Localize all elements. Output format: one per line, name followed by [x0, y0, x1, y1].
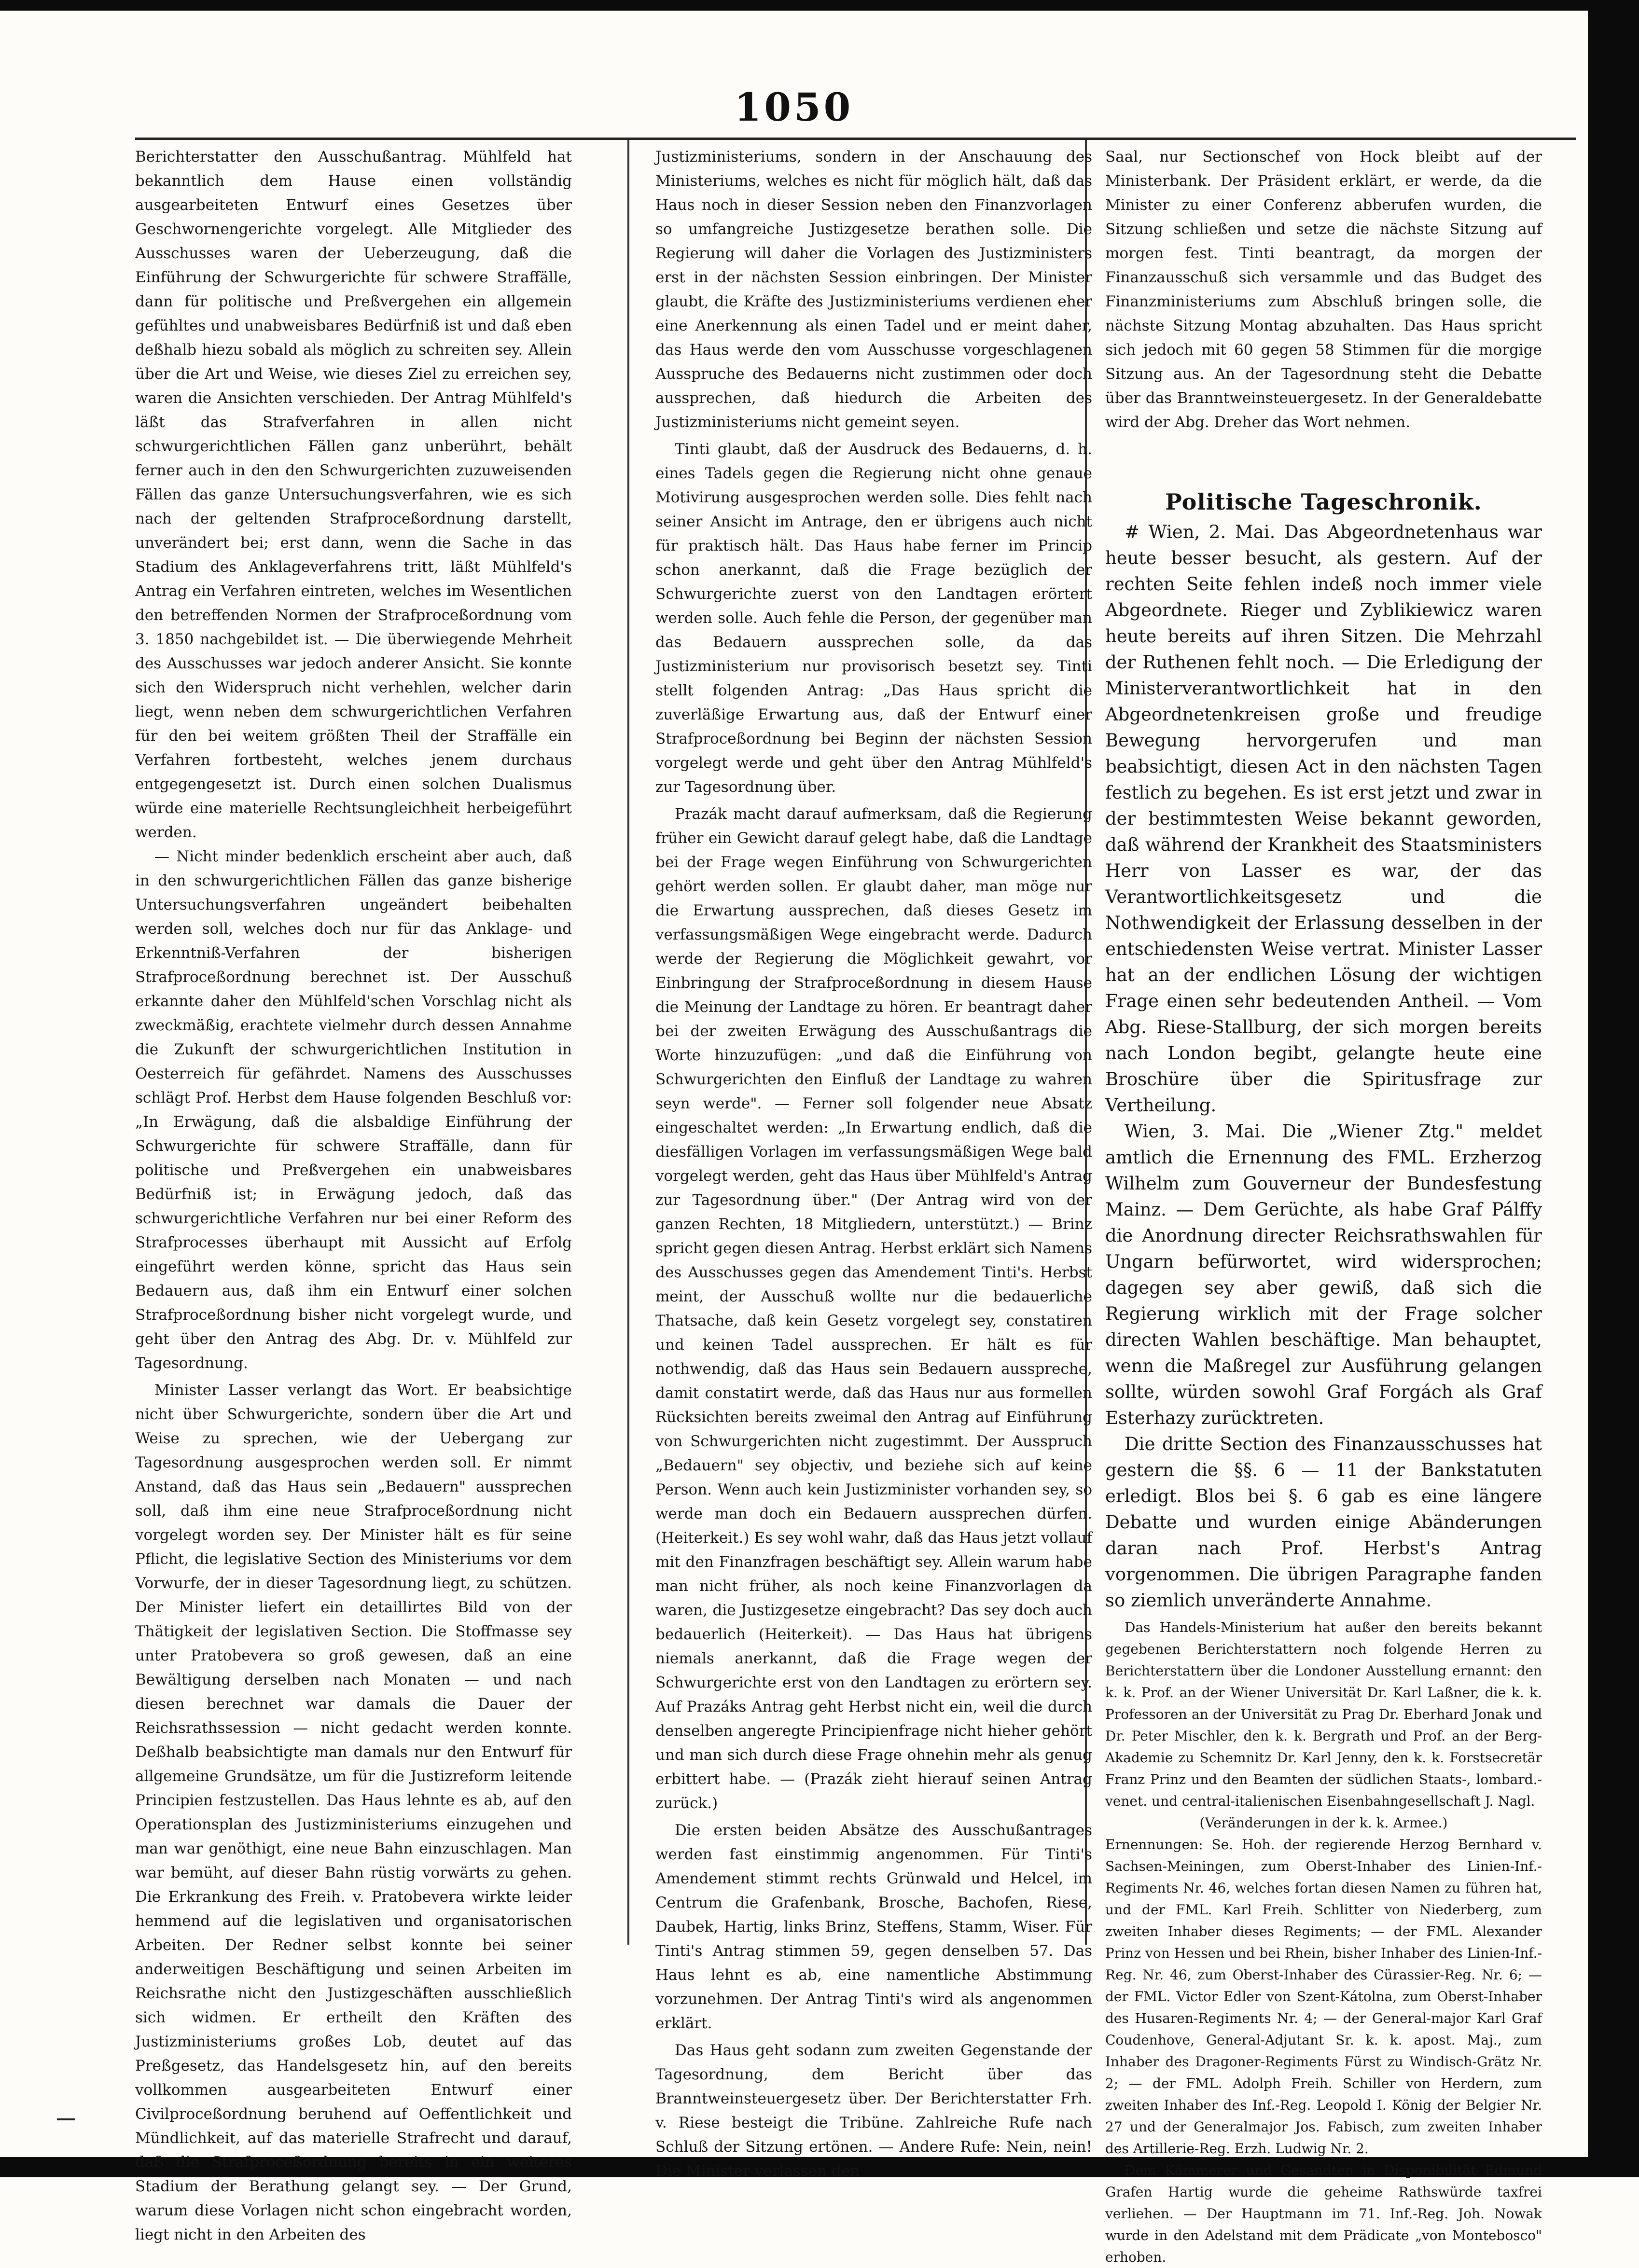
sub-heading: (Veränderungen in der k. k. Armee.) [1199, 1815, 1448, 1831]
scan-border-top [0, 0, 1639, 11]
paragraph: Die ersten beiden Absätze des Ausschußantrages werden fast einstimmig angenommen. Für Tinti's Amendement stimmt rechts Grünwald und Helcel, im Centrum die Grafenbank, Brosche, Bachofen, Riese, Daubek, Hartig, links Brinz, Steffens, Stamm, Wiser. Für Tinti's Antrag stimmen 59, gegen denselben 57. Das Haus lehnt es ab, eine namentliche Abstimmung vorzunehmen. Der Antrag Tinti's wird als angenommen erklärt. [655, 1822, 1092, 2032]
column-separator [627, 140, 629, 1945]
text-column-3 [1105, 145, 1542, 2265]
text-column-2 [655, 145, 1092, 2180]
paragraph: Prazák macht darauf aufmerksam, daß die Regierung früher ein Gewicht darauf gelegt habe, daß die Landtage bei der Frage wegen Einführung von Schwurgerichten gehört werden sollen. Er glaubt daher, man möge nur die Erwartung aussprechen, daß dieses Gesetz im verfassungsmäßigen Wege eingebracht werde. Dadurch werde der Regierung die Möglichkeit gewahrt, vor Einbringung der Strafproceßordnung in diesem Hause die Meinung der Landtage zu hören. Er beantragt daher bei der zweiten Erwägung des Ausschußantrags die Worte hinzuzufügen: „und daß die Einführung von Schwurgerichten den Einfluß der Landtage zu wahren seyn werde". — Ferner soll folgender neue Absatz eingeschaltet werden: „In Erwartung endlich, daß die diesfälligen Vorlagen im verfassungsmäßigen Wege bald vorgelegt werden, geht das Haus über Mühlfeld's Antrag zur Tagesordnung über." (Der Antrag wird von der ganzen Rechten, 18 Mitgliedern, unterstützt.) — Brinz spricht gegen diesen Antrag. Herbst erklärt sich Namens des Ausschusses gegen das Amendement Tinti's. Herbst meint, der Ausschuß wollte nur die bedauerliche Thatsache, daß kein Gesetz vorgelegt sey, constatiren und keinen Tadel aussprechen. Er hält es für nothwendig, daß das Haus sein Bedauern ausspreche, damit constatirt werde, daß das Haus nur aus formellen Rücksichten bereits zweimal den Antrag auf Einführung von Schwurgerichten nicht zugestimmt. Der Ausspruch „Bedauern" sey objectiv, und beziehe sich auf keine Person. Wenn auch kein Justizminister vorhanden sey, so werde man doch ein Bedauern aussprechen dürfen. (Heiterkeit.) Es sey wohl wahr, daß das Haus jetzt vollauf mit den Finanzfragen beschäftigt sey. Allein warum habe man nicht früher, als noch keine Finanzvorlagen da waren, die Justizgesetze eingebracht? Das sey doch auch bedauerlich (Heiterkeit). — Das Haus hat übrigens niemals anerkannt, daß die Frage wegen der Schwurgerichte erst von den Landtagen zu erörtern sey. Auf Prazáks Antrag geht Herbst nicht ein, weil die durch denselben angeregte Principienfrage nicht hieher gehört und man sich durch diese Frage ohnehin mehr als genug erbittert habe. — (Prazák zieht hierauf seinen Antrag zurück.) [655, 805, 1092, 1812]
text-column-1 [135, 145, 572, 2243]
paragraph: Ernennungen: Se. Hoh. der regierende Herzog Bernhard v. Sachsen-Meiningen, zum Oberst-Inhaber des Linien-Inf.-Regiments Nr. 46, welches fortan diesen Namen zu führen hat, und der FML. Karl Freih. Schlitter von Niederberg, zum zweiten Inhaber dieses Regiments; — der FML. Alexander Prinz von Hessen und bei Rhein, bisher Inhaber des Linien-Inf.-Reg. Nr. 46, zum Oberst-Inhaber des Cürassier-Reg. Nr. 6; — der FML. Victor Edler von Szent-Kátolna, zum Oberst-Inhaber des Husaren-Regiments Nr. 4; — der General-major Karl Graf Coudenhove, General-Adjutant Sr. k. k. apost. Maj., zum Inhaber des Dragoner-Regiments Fürst zu Windisch-Grätz Nr. 2; — der FML. Adolph Freih. Schiller von Herdern, zum zweiten Inhaber des Inf.-Reg. Leopold I. König der Belgier Nr. 27 und der Generalmajor Jos. Fabisch, zum zweiten Inhaber des Artillerie-Reg. Erzh. Ludwig Nr. 2. [1105, 1837, 1542, 2157]
margin-mark [57, 2118, 75, 2120]
paragraph: — Nicht minder bedenklich erscheint aber auch, daß in den schwurgerichtlichen Fällen das ganze bisherige Untersuchungsverfahren ungeändert beibehalten werden soll, welches doch nur für das Anklage- und Erkenntniß-Verfahren der bisherigen Strafproceßordnung berechnet ist. Der Ausschuß erkannte daher den Mühlfeld'schen Vorschlag nicht als zweckmäßig, erachtete vielmehr durch dessen Annahme die Zukunft der schwurgerichtlichen Institution in Oesterreich für gefährdet. Namens des Ausschusses schlägt Prof. Herbst dem Hause folgenden Beschluß vor: „In Erwägung, daß die alsbaldige Einführung der Schwurgerichte für schwere Straffälle, dann für politische und Preßvergehen ein unabweisbares Bedürfniß ist; in Erwägung jedoch, daß das schwurgerichtliche Verfahren nur bei einer Reform des Strafprocesses überhaupt mit Aussicht auf Erfolg eingeführt werden könne, spricht das Haus sein Bedauern aus, daß ihm ein Entwurf einer solchen Strafproceßordnung bisher nicht vorgelegt wurde, und geht über den Antrag des Abg. Dr. v. Mühlfeld zur Tagesordnung. [135, 848, 572, 1372]
section-title: Politische Tageschronik. [1165, 489, 1482, 515]
notices-block [1105, 1617, 1542, 2268]
paragraph: Dem Kämmerer und Gesandten in Disponibilität Edmund Grafen Hartig wurde die geheime Rathswürde taxfrei verliehen. — Der Hauptmann im 71. Inf.-Reg. Joh. Nowak wurde in den Adelstand mit dem Prädicate „von Montebosco" erhoben. [1105, 2162, 1542, 2265]
paragraph: Justizministeriums, sondern in der Anschauung des Ministeriums, welches es nicht für möglich hält, daß das Haus noch in dieser Session neben den Finanzvorlagen so umfangreiche Justizgesetze berathen solle. Die Regierung will daher die Vorlagen des Justizministers erst in der nächsten Session einbringen. Der Minister glaubt, die Kräfte des Justizministeriums verdienen eher eine Anerkennung als einen Tadel und er meint daher, das Haus werde den vom Ausschusse vorgeschlagenen Ausspruche des Bedauerns nicht zustimmen oder doch aussprechen, daß hiedurch die Arbeiten des Justizministeriums nicht gemeint seyen. [655, 148, 1092, 431]
page-number: 1050 [734, 84, 854, 130]
paragraph: Das Haus geht sodann zum zweiten Gegenstande der Tagesordnung, dem Bericht über das Branntweinsteuergesetz über. Der Berichterstatter Frh. v. Riese besteigt die Tribüne. Zahlreiche Rufe nach Schluß der Sitzung ertönen. — Andere Rufe: Nein, nein! Die Minister verlassen den [655, 2042, 1092, 2180]
chronicle-block [1105, 519, 1542, 1614]
paragraph: # Wien, 2. Mai. Das Abgeordnetenhaus war heute besser besucht, als gestern. Auf der rechten Seite fehlen indeß noch immer viele Abgeordnete. Rieger und Zyblikiewicz waren heute bereits auf ihren Sitzen. Die Mehrzahl der Ruthenen fehlt noch. — Die Erledigung der Ministerverantwortlichkeit hat in den Abgeordnetenkreisen große und freudige Bewegung hervorgerufen und man beabsichtigt, diesen Act in den nächsten Tagen festlich zu begehen. Es ist erst jetzt und zwar in der bestimmtesten Weise bekannt geworden, daß während der Krankheit des Staatsministers Herr von Lasser es war, der das Verantwortlichkeitsgesetz und die Nothwendigkeit der Erlassung desselben in der entschiedensten Weise vertrat. Minister Lasser hat an der endlichen Lösung der wichtigen Frage einen sehr bedeutenden Antheil. — Vom Abg. Riese-Stallburg, der sich morgen bereits nach London begibt, gelangte heute eine Broschüre über die Spiritusfrage zur Vertheilung. [1105, 522, 1542, 1116]
scan-border-right [1588, 0, 1639, 2177]
paragraph: Wien, 3. Mai. Die „Wiener Ztg." meldet amtlich die Ernennung des FML. Erzherzog Wilhelm zum Gouverneur der Bundesfestung Mainz. — Dem Gerüchte, als habe Graf Pálffy die Anordnung directer Reichsrathswahlen für Ungarn befürwortet, wird widersprochen; dagegen sey aber gewiß, daß sich die Regierung wirklich mit der Frage solcher directen Wahlen beschäftige. Man behauptet, wenn die Maßregel zur Ausführung gelangen sollte, würden sowohl Graf Forgách als Graf Esterhazy zurücktreten. [1105, 1121, 1542, 1428]
paragraph: Saal, nur Sectionschef von Hock bleibt auf der Ministerbank. Der Präsident erklärt, er werde, da die Minister zu einer Conferenz abberufen wurden, die Sitzung schließen und setze die nächste Sitzung auf morgen fest. Tinti beantragt, da morgen der Finanzausschuß sich versammle und das Budget des Finanzministeriums zum Abschluß bringen solle, die nächste Sitzung Montag abzuhalten. Das Haus spricht sich jedoch mit 60 gegen 58 Stimmen für die morgige Sitzung aus. An der Tagesordnung steht die Debatte über das Branntweinsteuergesetz. In der Generaldebatte wird der Abg. Dreher das Wort nehmen. [1105, 148, 1542, 431]
header-rule [135, 138, 1576, 140]
paragraph: Berichterstatter den Ausschußantrag. Mühlfeld hat bekanntlich dem Hause einen vollständig ausgearbeiteten Entwurf eines Gesetzes über Geschwornengerichte vorgelegt. Alle Mitglieder des Ausschusses waren der Ueberzeugung, daß die Einführung der Schwurgerichte für schwere Straffälle, dann für politische und Preßvergehen ein allgemein gefühltes und unabweisbares Bedürfniß ist und daß eben deßhalb hiezu sobald als möglich zu schreiten sey. Allein über die Art und Weise, wie dieses Ziel zu erreichen sey, waren die Ansichten verschieden. Der Antrag Mühlfeld's läßt das Strafverfahren in allen nicht schwurgerichtlichen Fällen ganz unberührt, behält ferner auch in den den Schwurgerichten zuzuweisenden Fällen das ganze Untersuchungsverfahren, wie es sich nach der geltenden Strafproceßordnung darstellt, unverändert bei; erst dann, wenn die Sache in das Stadium des Anklageverfahrens tritt, läßt Mühlfeld's Antrag ein Verfahren eintreten, welches im Wesentlichen den betreffenden Normen der Strafproceßordnung vom 3. 1850 nachgebildet ist. — Die überwiegende Mehrheit des Ausschusses war jedoch anderer Ansicht. Sie konnte sich den Widerspruch nicht verhehlen, welcher darin liegt, wenn neben dem schwurgerichtlichen Verfahren für den bei weitem größten Theil der Straffälle ein Verfahren fortbesteht, welches jenem durchaus entgegengesetzt ist. Durch einen solchen Dualismus würde eine materielle Rechtsungleichheit herbeigeführt werden. [135, 148, 572, 841]
paragraph: Das Handels-Ministerium hat außer den bereits bekannt gegebenen Berichterstattern noch folgende Herren zu Berichterstattern über die Londoner Ausstellung ernannt: den k. k. Prof. an der Wiener Universität Dr. Karl Laßner, die k. k. Professoren an der Universität zu Prag Dr. Eberhard Jonak und Dr. Peter Mischler, den k. k. Bergrath und Prof. an der Berg-Akademie zu Schemnitz Dr. Karl Jenny, den k. k. Forstsecretär Franz Prinz und den Beamten der südlichen Staats-, lombard.-venet. und central-italienischen Eisenbahngesellschaft J. Nagl. [1105, 1619, 1542, 1809]
paragraph: Tinti glaubt, daß der Ausdruck des Bedauerns, d. h. eines Tadels gegen die Regierung nicht ohne genaue Motivirung ausgesprochen werden solle. Dies fehlt nach seiner Ansicht im Antrage, den er übrigens auch nicht für praktisch hält. Das Haus habe ferner im Princip schon anerkannt, daß die Frage bezüglich der Schwurgerichte zuerst von den Landtagen erörtert werden solle. Auch fehle die Person, der gegenüber man das Bedauern aussprechen solle, da das Justizministerium nur provisorisch besetzt sey. Tinti stellt folgenden Antrag: „Das Haus spricht die zuverläßige Erwartung aus, daß der Entwurf einer Strafproceßordnung bei Beginn der nächsten Session vorgelegt werde und geht über den Antrag Mühlfeld's zur Tagesordnung über. [655, 441, 1092, 796]
paragraph: Minister Lasser verlangt das Wort. Er beabsichtige nicht über Schwurgerichte, sondern über die Art und Weise zu sprechen, wie der Uebergang zur Tagesordnung ausgesprochen werden soll. Er nimmt Anstand, daß das Haus sein „Bedauern" aussprechen soll, daß ihm eine neue Strafproceßordnung nicht vorgelegt worden sey. Der Minister hält es für seine Pflicht, die legislative Section des Ministeriums vor dem Vorwurfe, der in dieser Tagesordnung liegt, zu schützen. Der Minister liefert ein detaillirtes Bild von der Thätigkeit der legislativen Section. Die Stoffmasse sey unter Pratobevera so groß gewesen, daß an eine Bewältigung derselben nach Monaten — und nach diesen berechnet war damals die Dauer der Reichsrathssession — nicht gedacht werden konnte. Deßhalb beabsichtigte man damals nur den Entwurf für allgemeine Grundsätze, um für die Justizreform leitende Principien festzustellen. Das Haus lehnte es ab, auf den Operationsplan des Justizministeriums einzugehen und man war genöthigt, eine neue Bahn einzuschlagen. Man war bemüht, auf dieser Bahn rüstig vorwärts zu gehen. Die Erkrankung des Freih. v. Pratobevera wirkte leider hemmend auf die legislativen und organisatorischen Arbeiten. Der Redner selbst konnte bei seiner anderweitigen Beschäftigung und seinen Arbeiten im Reichsrathe nicht den Justizgeschäften ausschließlich sich widmen. Er ertheilt den Kräften des Justizministeriums großes Lob, deutet auf das Preßgesetz, das Handelsgesetz hin, auf den bereits vollkommen ausgearbeiteten Entwurf einer Civilproceßordnung beruhend auf Oeffentlichkeit und Mündlichkeit, auf das materielle Strafrecht und darauf, daß die Strafproceßordnung bereits in ein weiteres Stadium der Berathung gelangt sey. — Der Grund, warum diese Vorlagen nicht schon eingebracht worden, liegt nicht in den Arbeiten des [135, 1382, 572, 2243]
paragraph: Die dritte Section des Finanzausschusses hat gestern die §§. 6 — 11 der Bankstatuten erledigt. Blos bei §. 6 gab es eine längere Debatte und wurden einige Abänderungen daran nach Prof. Herbst's Antrag vorgenommen. Die übrigen Paragraphe fanden so ziemlich unveränderte Annahme. [1105, 1434, 1542, 1611]
